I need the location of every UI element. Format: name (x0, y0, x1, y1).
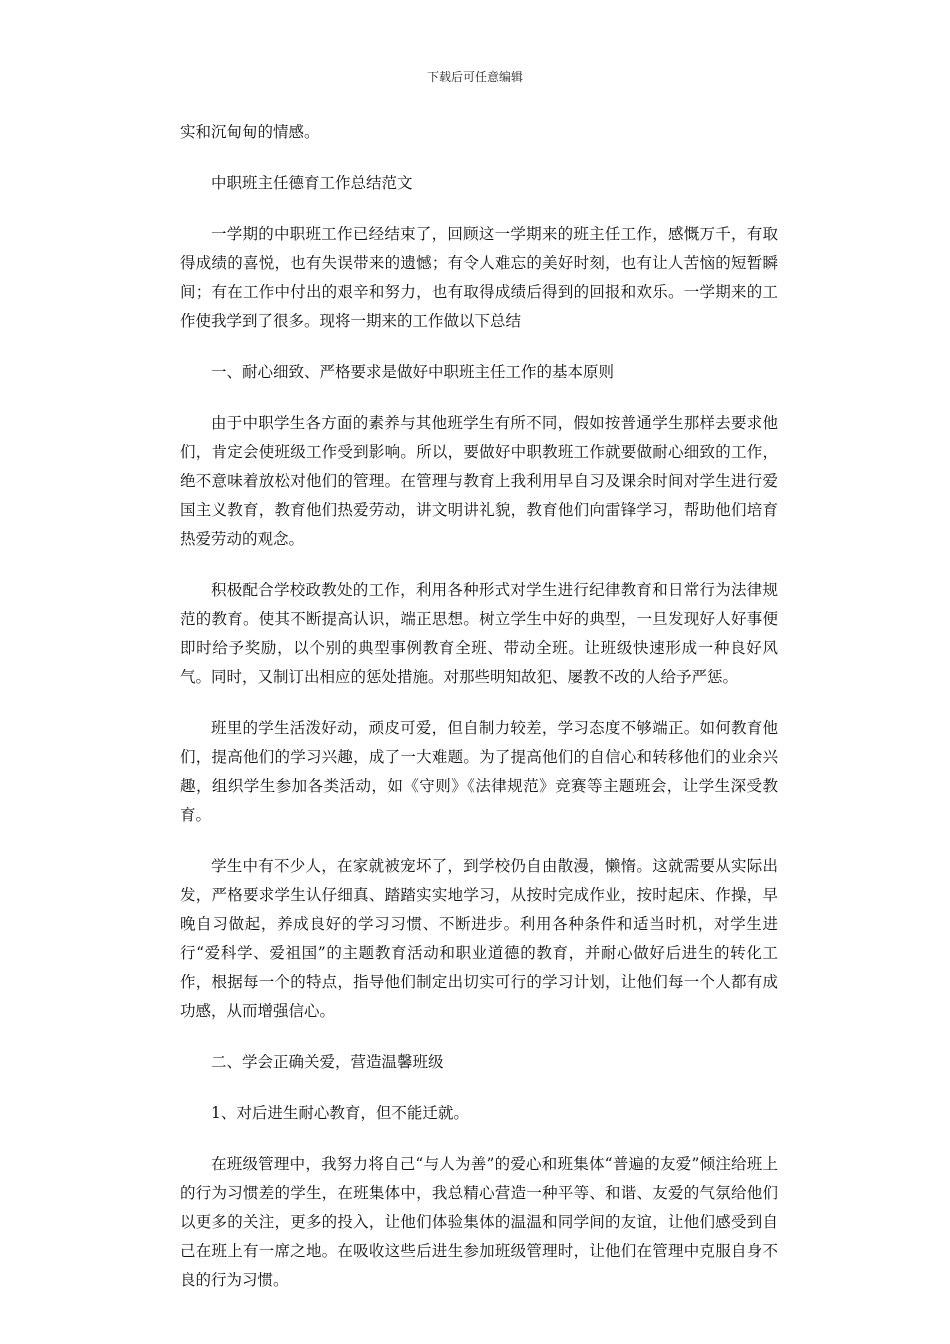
section-1-paragraph-2: 积极配合学校政教处的工作，利用各种形式对学生进行纪律教育和日常行为法律规范的教育。使其不断提高认识，端正思想。树立学生中好的典型，一旦发现好人好事便即时给予奖励，以个别的典型事例教育全班、带动全班。让班级快速形成一种良好风气。同时，又制订出相应的惩处措施。对那些明知故犯、屡教不改的人给予严惩。 (180, 581, 778, 686)
section-2-paragraph-1: 在班级管理中，我努力将自己“与人为善”的爱心和班集体“普遍的友爱”倾注给班上的行为习惯差的学生，在班集体中，我总精心营造一种平等、和谐、友爱的气氛给他们以更多的关注，更多的投入，让他们体验集体的温温和同学间的友谊，让他们感受到自己在班上有一席之地。在吸收这些后进生参加班级管理时，让他们在管理中克服自身不良的行为习惯。 (180, 1155, 778, 1289)
section-1-paragraph-1: 由于中职学生各方面的素养与其他班学生有所不同，假如按普通学生那样去要求他们，肯定会使班级工作受到影响。所以，要做好中职教班工作就要做耐心细致的工作，绝不意味着放松对他们的管理。在管理与教育上我利用早自习及课余时间对学生进行爱国主义教育，教育他们热爱劳动，讲文明讲礼貌，教育他们向雷锋学习，帮助他们培育热爱劳动的观念。 (180, 414, 778, 548)
section-2-subheading-1: 1、对后进生耐心教育，但不能迁就。 (211, 1104, 469, 1122)
document-title: 中职班主任德育工作总结范文 (211, 174, 413, 192)
continuation-text: 实和沉甸甸的情感。 (180, 123, 320, 141)
intro-paragraph: 一学期的中职班工作已经结束了，回顾这一学期来的班主任工作，感慨万千，有取得成绩的喜悦，也有失误带来的遗憾；有令人难忘的美好时刻，也有让人苦恼的短暂瞬间；有在工作中付出的艰辛和努力，也有取得成绩后得到的回报和欢乐。一学期来的工作使我学到了很多。现将一期来的工作做以下总结 (180, 225, 778, 330)
section-1-paragraph-3: 班里的学生活泼好动，顽皮可爱，但自制力较差，学习态度不够端正。如何教育他们，提高他们的学习兴趣，成了一大难题。为了提高他们的自信心和转移他们的业余兴趣，组织学生参加各类活动，如《守则》《法律规范》竞赛等主题班会，让学生深受教育。 (180, 719, 778, 824)
section-2-heading: 二、学会正确关爱，营造温馨班级 (211, 1053, 444, 1071)
section-1-paragraph-4: 学生中有不少人，在家就被宠坏了，到学校仍自由散漫，懒惰。这就需要从实际出发，严格要求学生认仔细真、踏踏实实地学习，从按时完成作业，按时起床、作操，早晚自习做起，养成良好的学习习惯、不断进步。利用各种条件和适当时机，对学生进行“爱科学、爱祖国”的主题教育活动和职业道德的教育，并耐心做好后进生的转化工作，根据每一个的特点，指导他们制定出切实可行的学习计划，让他们每一个人都有成功感，从而增强信心。 (180, 857, 778, 1020)
page-header-note: 下载后可任意编辑 (426, 70, 523, 84)
section-1-heading: 一、耐心细致、严格要求是做好中职班主任工作的基本原则 (211, 363, 615, 381)
document-body (180, 118, 778, 1317)
